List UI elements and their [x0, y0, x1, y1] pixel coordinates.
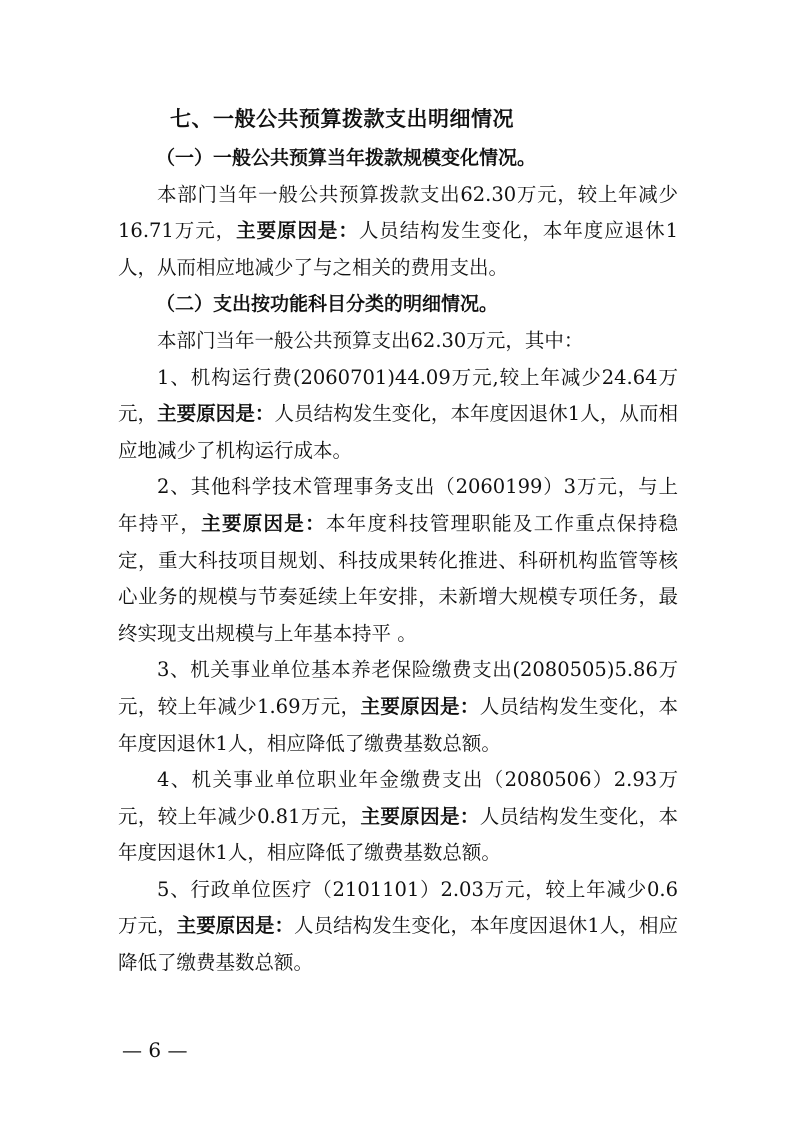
text-segment: 2、其他科学技术管理事务支出（2060199）3万元，与上年持平，: [118, 475, 678, 535]
text-segment: 人员结构发生变化，本年度因退休1人，相应降低了缴费基数总额。: [118, 694, 678, 755]
reason-label: 主要原因是：: [157, 402, 275, 426]
section-heading: 七、一般公共预算拨款支出明细情况: [170, 107, 514, 131]
paragraph-budget-change: [118, 177, 678, 287]
paragraph-intro: 本部门当年一般公共预算支出62.30万元，其中：: [157, 328, 584, 352]
reason-label: 主要原因是：: [360, 694, 480, 718]
list-item-3: [118, 652, 678, 762]
text-segment: 人员结构发生变化，本年度应退休1人，从而相应地减少了与之相关的费用支出。: [118, 219, 678, 279]
text-segment: 人员结构发生变化，本年度因退休1人，相应降低了缴费基数总额。: [118, 804, 678, 865]
reason-label: 主要原因是：: [360, 804, 480, 828]
list-item-1: [118, 360, 678, 470]
text-segment: 1、机构运行费(2060701)44.09万元,较上年减少24.64万元，: [118, 365, 678, 426]
list-item-5: [118, 872, 678, 982]
page-number: — 6 —: [122, 1038, 188, 1062]
text-segment: 本年度科技管理职能及工作重点保持稳定，重大科技项目规划、科技成果转化推进、科研机构监管等核心业务的规模与节奏延续上年安排，未新增大规模专项任务，最终实现支出规模与上年基本持平 。: [118, 511, 678, 645]
text-segment: 4、机关事业单位职业年金缴费支出（2080506）2.93万元，较上年减少0.81万元，: [118, 768, 678, 828]
text-segment: 本部门当年一般公共预算拨款支出62.30万元，较上年减少16.71万元，: [118, 182, 678, 243]
reason-label: 主要原因是：: [176, 914, 295, 938]
text-segment: 人员结构发生变化，本年度因退休1人，相应降低了缴费基数总额。: [118, 914, 678, 975]
text-segment: 人员结构发生变化，本年度因退休1人，从而相应地减少了机构运行成本。: [118, 402, 678, 462]
body-text: [118, 140, 678, 982]
list-item-2: [118, 469, 678, 652]
list-item-4: [118, 762, 678, 872]
text-segment: 5、行政单位医疗（2101101）2.03万元，较上年减少0.6万元，: [118, 877, 678, 938]
reason-label: 主要原因是：: [236, 219, 359, 243]
reason-label: 主要原因是：: [201, 511, 326, 535]
text-segment: 3、机关事业单位基本养老保险缴费支出(2080505)5.86万元，较上年减少1.69万元，: [118, 658, 678, 718]
subsection-title-1: （一）一般公共预算当年拨款规模变化情况。: [156, 147, 537, 169]
subsection-title-2: （二）支出按功能科目分类的明细情况。: [156, 293, 499, 316]
